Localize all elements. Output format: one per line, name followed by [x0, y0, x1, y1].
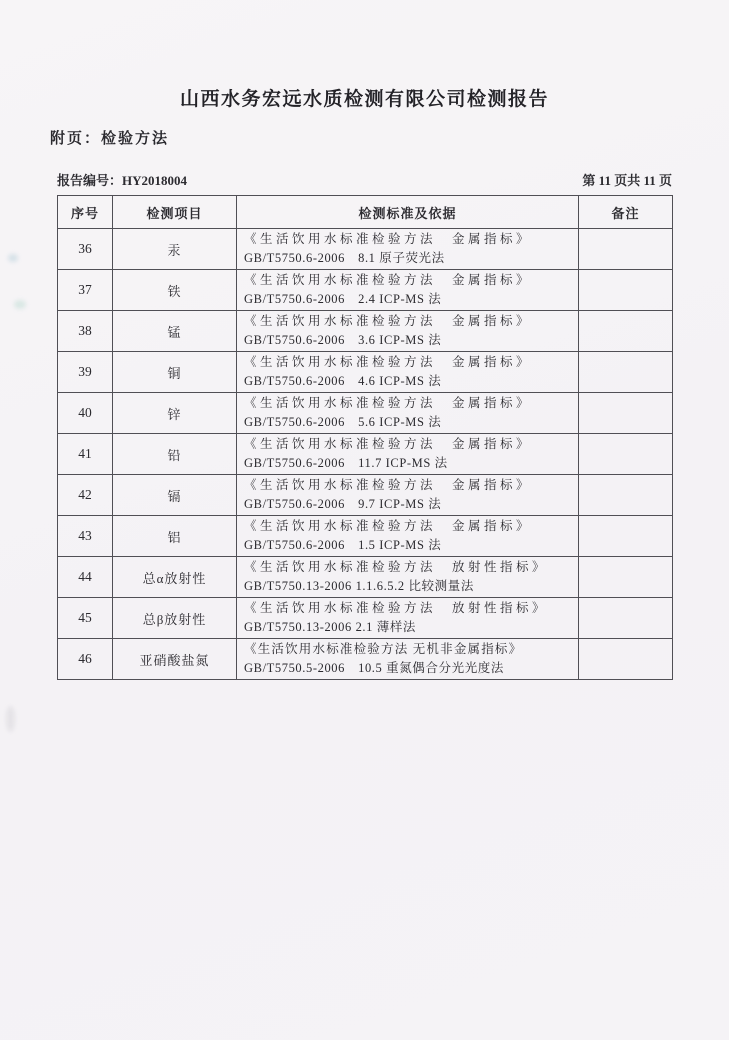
seq-cell: 46: [58, 639, 113, 680]
header-seq: 序号: [58, 196, 113, 229]
table-row: [58, 352, 673, 393]
standard-line1: 《生活饮用水标准检验方法 金属指标》: [244, 273, 533, 287]
standard-line2: GB/T5750.6-2006 8.1 原子荧光法: [244, 251, 445, 265]
seq-cell: 39: [58, 352, 113, 393]
standard-line1: 《生活饮用水标准检验方法 金属指标》: [244, 396, 533, 410]
table-row: [58, 557, 673, 598]
table-row: [58, 434, 673, 475]
standard-line2: GB/T5750.5-2006 10.5 重氮偶合分光光度法: [244, 661, 505, 675]
table-row: [58, 475, 673, 516]
standard-line1: 《生活饮用水标准检验方法 金属指标》: [244, 232, 533, 246]
standard-cell: [237, 229, 579, 270]
remark-cell: [579, 311, 673, 352]
standard-cell: [237, 434, 579, 475]
seq-cell: 38: [58, 311, 113, 352]
scan-smudge: [14, 300, 26, 309]
scan-smudge: [6, 706, 15, 732]
table-row: [58, 270, 673, 311]
standard-line1: 《生活饮用水标准检验方法 无机非金属指标》: [244, 642, 523, 656]
item-cell: 铅: [113, 434, 237, 475]
remark-cell: [579, 639, 673, 680]
remark-cell: [579, 393, 673, 434]
standard-line2: GB/T5750.6-2006 4.6 ICP-MS 法: [244, 374, 442, 388]
standard-line1: 《生活饮用水标准检验方法 放射性指标》: [244, 560, 549, 574]
standard-cell: [237, 352, 579, 393]
table-row: [58, 639, 673, 680]
table-row: [58, 311, 673, 352]
item-cell: 锰: [113, 311, 237, 352]
standard-line1: 《生活饮用水标准检验方法 金属指标》: [244, 519, 533, 533]
page-indicator: 第 11 页共 11 页: [582, 173, 672, 188]
seq-cell: 45: [58, 598, 113, 639]
report-title: 山西水务宏远水质检测有限公司检测报告: [179, 89, 549, 110]
remark-cell: [579, 352, 673, 393]
item-cell: 总β放射性: [113, 598, 237, 639]
standard-line1: 《生活饮用水标准检验方法 金属指标》: [244, 437, 533, 451]
appendix-heading: 附页：检验方法: [50, 131, 170, 147]
standard-cell: [237, 475, 579, 516]
standard-line2: GB/T5750.13-2006 1.1.6.5.2 比较测量法: [244, 579, 474, 593]
standard-line2: GB/T5750.6-2006 11.7 ICP-MS 法: [244, 456, 448, 470]
seq-cell: 43: [58, 516, 113, 557]
standard-cell: [237, 270, 579, 311]
header-remark: 备注: [579, 196, 673, 229]
header-item: 检测项目: [113, 196, 237, 229]
standard-line1: 《生活饮用水标准检验方法 放射性指标》: [244, 601, 549, 615]
remark-cell: [579, 434, 673, 475]
item-cell: 汞: [113, 229, 237, 270]
remark-cell: [579, 229, 673, 270]
seq-cell: 41: [58, 434, 113, 475]
remark-cell: [579, 516, 673, 557]
standard-line2: GB/T5750.6-2006 2.4 ICP-MS 法: [244, 292, 442, 306]
standard-line1: 《生活饮用水标准检验方法 金属指标》: [244, 314, 533, 328]
header-standard: 检测标准及依据: [237, 196, 579, 229]
remark-cell: [579, 270, 673, 311]
report-meta-row: [57, 170, 672, 189]
seq-cell: 36: [58, 229, 113, 270]
seq-cell: 37: [58, 270, 113, 311]
table-body: [58, 229, 673, 680]
standard-cell: [237, 639, 579, 680]
remark-cell: [579, 475, 673, 516]
item-cell: 锌: [113, 393, 237, 434]
scan-smudge: [8, 254, 18, 262]
standard-line2: GB/T5750.6-2006 9.7 ICP-MS 法: [244, 497, 442, 511]
standard-line2: GB/T5750.6-2006 3.6 ICP-MS 法: [244, 333, 442, 347]
table-row: [58, 393, 673, 434]
standard-cell: [237, 516, 579, 557]
remark-cell: [579, 598, 673, 639]
standard-line1: 《生活饮用水标准检验方法 金属指标》: [244, 355, 533, 369]
standard-line2: GB/T5750.13-2006 2.1 薄样法: [244, 620, 417, 634]
standard-line1: 《生活饮用水标准检验方法 金属指标》: [244, 478, 533, 492]
item-cell: 铜: [113, 352, 237, 393]
table-header-row: [58, 196, 673, 229]
test-methods-table: [57, 195, 673, 680]
remark-cell: [579, 557, 673, 598]
report-number: 报告编号：HY2018004: [57, 173, 188, 188]
standard-cell: [237, 557, 579, 598]
item-cell: 总α放射性: [113, 557, 237, 598]
item-cell: 铁: [113, 270, 237, 311]
item-cell: 铝: [113, 516, 237, 557]
standard-line2: GB/T5750.6-2006 1.5 ICP-MS 法: [244, 538, 442, 552]
standard-line2: GB/T5750.6-2006 5.6 ICP-MS 法: [244, 415, 442, 429]
standard-cell: [237, 598, 579, 639]
standard-cell: [237, 393, 579, 434]
table-row: [58, 229, 673, 270]
standard-cell: [237, 311, 579, 352]
item-cell: 亚硝酸盐氮: [113, 639, 237, 680]
item-cell: 镉: [113, 475, 237, 516]
table-row: [58, 598, 673, 639]
table-row: [58, 516, 673, 557]
seq-cell: 42: [58, 475, 113, 516]
seq-cell: 44: [58, 557, 113, 598]
seq-cell: 40: [58, 393, 113, 434]
